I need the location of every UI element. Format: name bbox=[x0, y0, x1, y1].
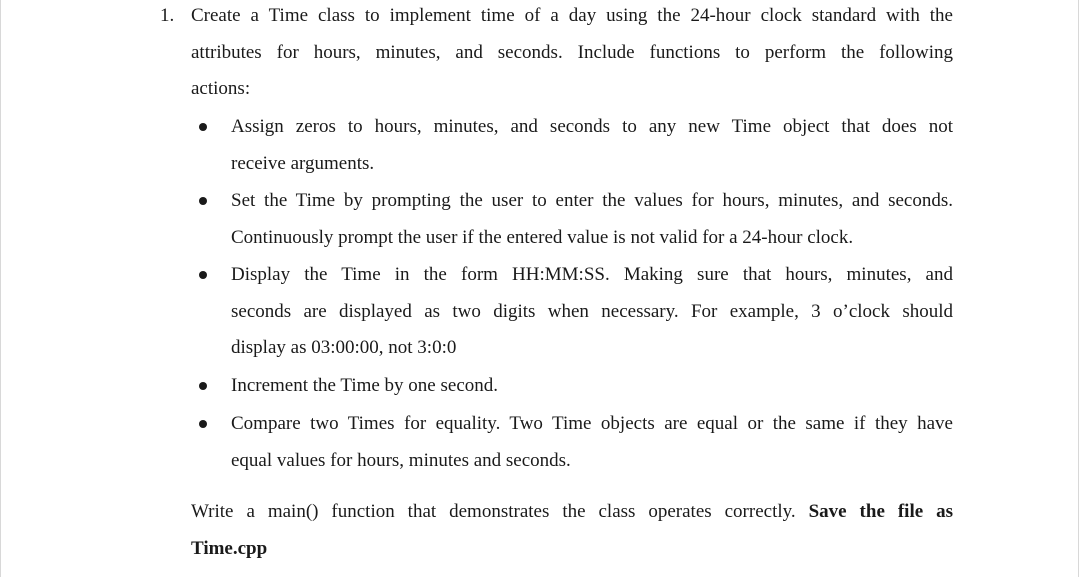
intro-line: actions: bbox=[191, 78, 251, 99]
bullet-item bbox=[231, 405, 953, 478]
question-intro bbox=[191, 0, 953, 108]
bullet-line: receive arguments. bbox=[231, 152, 375, 174]
bullet-item bbox=[231, 256, 953, 366]
bullet-line: Set the Time by prompting the user to enter the values for hours, minutes, and seconds. bbox=[231, 190, 953, 211]
closing-paragraph bbox=[191, 493, 953, 566]
closing-bold-text: Save the file as bbox=[808, 501, 953, 522]
bullet-icon bbox=[199, 123, 207, 131]
bullet-line: Compare two Times for equality. Two Time objects are equal or the same if they have bbox=[231, 413, 953, 434]
bullet-item bbox=[231, 182, 953, 255]
bullet-line: equal values for hours, minutes and seconds. bbox=[231, 449, 571, 471]
bullet-line: Assign zeros to hours, minutes, and seconds to any new Time object that does not bbox=[231, 116, 953, 137]
bullet-icon bbox=[199, 271, 207, 279]
intro-line: attributes for hours, minutes, and seconds. Include functions to perform the following bbox=[191, 41, 953, 63]
question-number: 1. bbox=[160, 5, 175, 26]
bullet-line: seconds are displayed as two digits when necessary. For example, 3 o’clock should bbox=[231, 300, 953, 322]
intro-line: Create a Time class to implement time of a day using the 24-hour clock standard with the bbox=[191, 5, 953, 26]
bullet-line: Continuously prompt the user if the entered value is not valid for a 24-hour clock. bbox=[231, 226, 854, 248]
bullet-icon bbox=[199, 382, 207, 390]
closing-line bbox=[191, 493, 953, 530]
bullet-icon bbox=[199, 197, 207, 205]
bullet-line: Increment the Time by one second. bbox=[231, 375, 499, 396]
closing-line bbox=[191, 530, 953, 567]
bullet-line: Display the Time in the form HH:MM:SS. Making sure that hours, minutes, and bbox=[231, 264, 953, 285]
filename-text: Time.cpp bbox=[191, 537, 268, 559]
bullet-icon bbox=[199, 420, 207, 428]
bullet-item bbox=[231, 367, 953, 404]
closing-text: Write a main() function that demonstrates the class operates correctly. bbox=[191, 501, 796, 522]
bullet-line: display as 03:00:00, not 3:0:0 bbox=[231, 337, 457, 358]
bullet-item bbox=[231, 108, 953, 181]
